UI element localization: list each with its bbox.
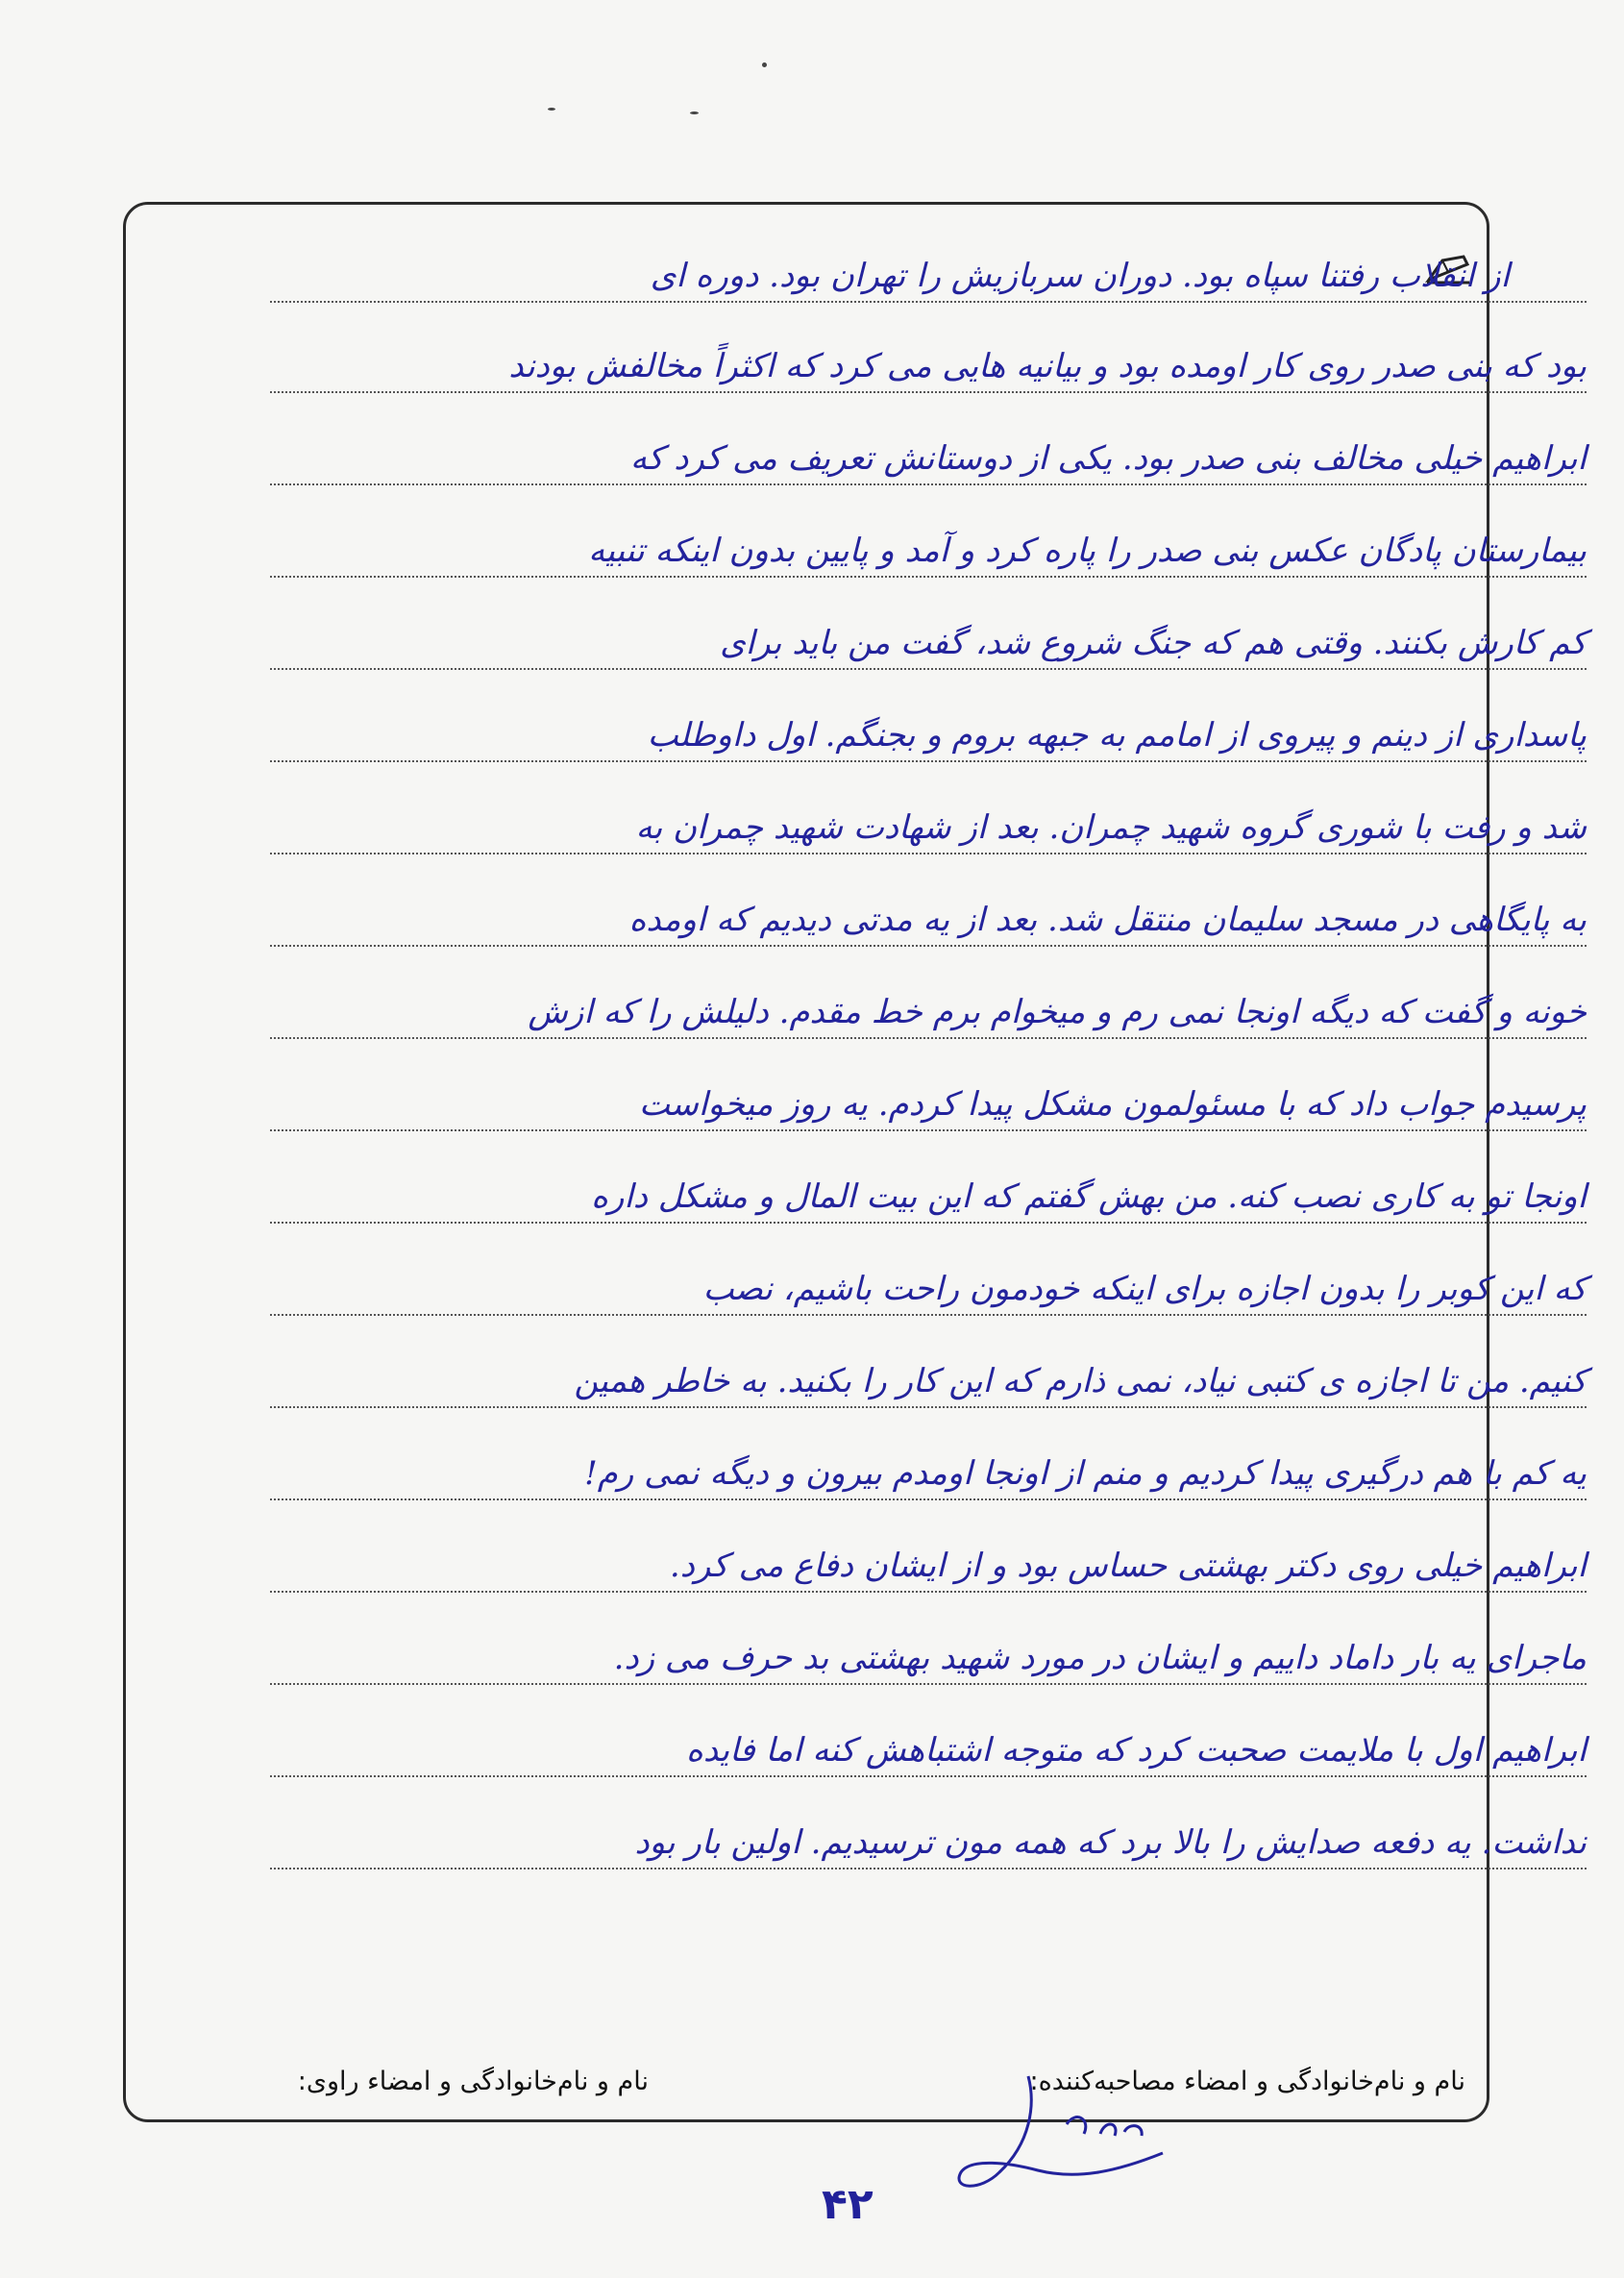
handwritten-line-3: ابراهیم خیلی مخالف بنی صدر بود. یکی از دوستانش تعریف می کرد که <box>270 424 1587 485</box>
handwritten-line-11: اونجا تو به کاری نصب کنه. من بهش گفتم که این بیت المال و مشکل داره <box>270 1162 1587 1224</box>
handwritten-line-10: پرسیدم جواب داد که با مسئولمون مشکل پیدا کردم. یه روز میخواست <box>270 1070 1587 1131</box>
handwritten-line-16: ماجرای یه بار داماد داییم و ایشان در مورد شهید بهشتی بد حرف می زد. <box>270 1623 1587 1685</box>
paper-speck <box>548 108 555 111</box>
handwritten-line-4: بیمارستان پادگان عکس بنی صدر را پاره کرد و آمد و پایین بدون اینکه تنبیه <box>270 516 1587 578</box>
interviewer-signature-label: نام و نام‌خانوادگی و امضاء مصاحبه‌کننده: <box>1029 2067 1465 2096</box>
handwritten-line-17: ابراهیم اول با ملایمت صحبت کرد که متوجه اشتباهش کنه اما فایده <box>270 1716 1587 1777</box>
handwritten-line-6: پاسداری از دینم و پیروی از امامم به جبهه بروم و بجنگم. اول داوطلب <box>270 701 1587 762</box>
handwritten-line-7: شد و رفت با شوری گروه شهید چمران. بعد از شهادت شهید چمران به <box>270 793 1587 854</box>
paper-speck <box>762 62 767 67</box>
page-number: ۴۲ <box>822 2180 874 2229</box>
handwritten-line-8: به پایگاهی در مسجد سلیمان منتقل شد. بعد از یه مدتی دیدیم که اومده <box>270 885 1587 947</box>
handwritten-line-5: کم کارش بکنند. وقتی هم که جنگ شروع شد، گفت من باید برای <box>270 608 1587 670</box>
signature-footer <box>135 2067 1475 2115</box>
handwritten-line-13: کنیم. من تا اجازه ی کتبی نیاد، نمی ذارم که این کار را بکنید. به خاطر همین <box>270 1347 1587 1408</box>
narrator-signature-label: نام و نام‌خانوادگی و امضاء راوی: <box>297 2067 649 2096</box>
ruled-lines-area <box>126 205 1587 2119</box>
handwritten-line-18: نداشت. یه دفعه صدایش را بالا برد که همه مون ترسیدیم. اولین بار بود <box>270 1808 1587 1869</box>
handwritten-signature <box>923 2067 1172 2211</box>
handwritten-line-14: یه کم با هم درگیری پیدا کردیم و منم از اونجا اومدم بیرون و دیگه نمی رم! <box>270 1439 1587 1500</box>
handwritten-line-9: خونه و گفت که دیگه اونجا نمی رم و میخوام برم خط مقدم. دلیلش را که ازش <box>270 978 1587 1039</box>
page-frame <box>123 202 1587 2122</box>
handwritten-line-1: از انقلاب رفتنا سپاه بود. دوران سربازیش را تهران بود. دوره ای <box>270 241 1587 303</box>
handwritten-line-12: که این کوبر را بدون اجازه برای اینکه خودمون راحت باشیم، نصب <box>270 1254 1587 1316</box>
handwritten-line-2: بود که بنی صدر روی کار اومده بود و بیانیه هایی می کرد که اکثراً مخالفش بودند <box>270 332 1587 393</box>
paper-speck <box>690 111 699 114</box>
handwritten-line-15: ابراهیم خیلی روی دکتر بهشتی حساس بود و از ایشان دفاع می کرد. <box>270 1531 1587 1593</box>
